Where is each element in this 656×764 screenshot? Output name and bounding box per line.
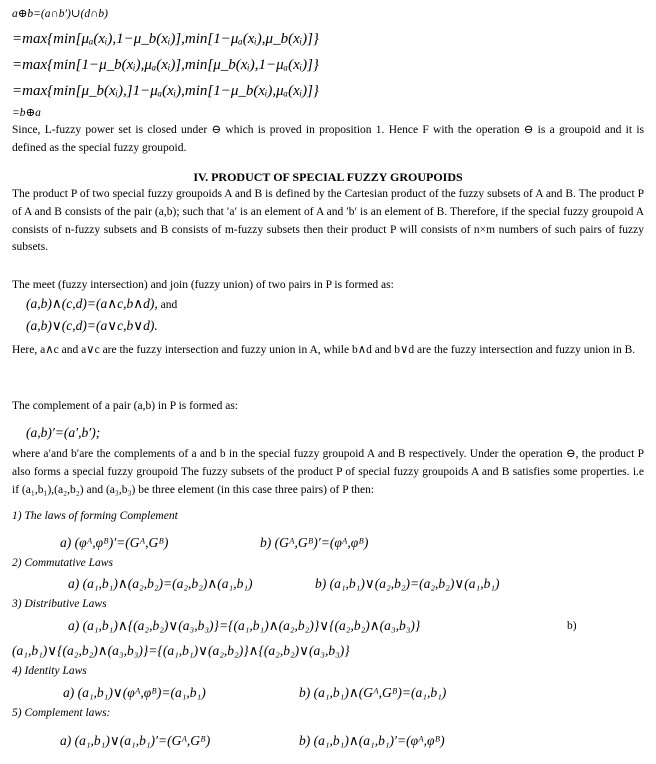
proof-line-2: =max{min[μₐ(xᵢ),1−μ_b(xᵢ)],min[1−μₐ(xᵢ),μ_b(xᵢ)]} bbox=[12, 31, 319, 47]
paragraph-complement: The complement of a pair (a,b) in P is formed as: bbox=[12, 400, 238, 412]
law-3-a: a) (a₁,b₁)∧{(a₂,b₂)∨(a₃,b₃)}={(a₁,b₁)∧(a₂,b₂)}∨{(a₂,b₂)∧(a₃,b₃)} bbox=[68, 618, 421, 633]
conclusion-paragraph: Since, L-fuzzy power set is closed under ⊖ which is proved in proposition 1. Hence F with the operation ⊖ is a groupoid and it is defined as the special fuzzy groupoid. bbox=[12, 124, 644, 154]
law-3-label: 3) Distributive Laws bbox=[12, 598, 107, 610]
law-1-a: a) (φᴬ,φᴮ)′=(Gᴬ,Gᴮ) bbox=[60, 535, 169, 550]
meet-and-word: and bbox=[160, 299, 178, 311]
proof-line-4: =max{min[μ_b(xᵢ),]1−μₐ(xᵢ),min[1−μ_b(xᵢ),μₐ(xᵢ)]} bbox=[12, 83, 319, 99]
law-4-label: 4) Identity Laws bbox=[12, 665, 87, 677]
law-2-b: b) (a₁,b₁)∨(a₂,b₂)=(a₂,b₂)∨(a₁,b₁) bbox=[315, 576, 500, 591]
proof-line-5: =b⊕a bbox=[12, 107, 41, 119]
law-4-a: a) (a₁,b₁)∨(φᴬ,φᴮ)=(a₁,b₁) bbox=[63, 685, 206, 700]
complement-equation: (a,b)′=(a′,b′); bbox=[26, 425, 101, 440]
proof-line-3: =max{min[1−μ_b(xᵢ),μₐ(xᵢ)],min[μ_b(xᵢ),1−μₐ(xᵢ)]} bbox=[12, 57, 319, 73]
law-2-label: 2) Commutative Laws bbox=[12, 557, 113, 569]
paragraph-product-definition: The product P of two special fuzzy groupoids A and B is defined by the Cartesian product of the fuzzy subsets of A and B. The product P of A and B consists of the pair (a,b); such that ′a′ is an element of A and ′b′ is an element of B. Therefore, if the special fuzzy groupoid A consists of n-fuzzy subsets and B consists of m-fuzzy subsets then their product P will consists of n×m numbers of such pairs of fuzzy subsets. bbox=[12, 188, 644, 254]
join-equation: (a,b)∨(c,d)=(a∨c,b∨d). bbox=[26, 318, 158, 333]
law-5-label: 5) Complement laws: bbox=[12, 707, 111, 719]
meet-equation: (a,b)∧(c,d)=(a∧c,b∧d), bbox=[26, 296, 158, 311]
law-1-label: 1) The laws of forming Complement bbox=[12, 510, 178, 522]
law-5-b: b) (a₁,b₁)∧(a₁,b₁)′=(φᴬ,φᴮ) bbox=[299, 733, 445, 748]
law-2-a: a) (a₁,b₁)∧(a₂,b₂)=(a₂,b₂)∧(a₁,b₁) bbox=[68, 576, 253, 591]
law-4-b: b) (a₁,b₁)∧(Gᴬ,Gᴮ)=(a₁,b₁) bbox=[299, 685, 447, 700]
proof-line-1: a⊕b=(a∩b′)∪(d∩b) bbox=[12, 8, 108, 20]
paragraph-meet-join: The meet (fuzzy intersection) and join (fuzzy union) of two pairs in P is formed as: bbox=[12, 279, 394, 291]
law-5-a: a) (a₁,b₁)∨(a₁,b₁)′=(Gᴬ,Gᴮ) bbox=[60, 733, 211, 748]
meet-equation-line bbox=[26, 296, 177, 313]
paragraph-intersection-union: Here, a∧c and a∨c are the fuzzy intersection and fuzzy union in A, while b∧d and b∨d are the fuzzy intersection and fuzzy union in B. bbox=[12, 344, 636, 356]
law-1-b: b) (Gᴬ,Gᴮ)′=(φᴬ,φᴮ) bbox=[260, 535, 369, 550]
paragraph-properties: where a′and b′are the complements of a and b in the special fuzzy groupoid A and B respectively. Under the operation ⊖, the product P also forms a special fuzzy groupoid The fuzzy subsets of the product P of special fuzzy groupoids A and B satisfies some properties. i.e if (a₁,b₁),(a₂,b₂) and (a₃,b₃) be three element (in this case three pairs) of P then: bbox=[12, 448, 644, 496]
law-3-b-label: b) bbox=[567, 620, 577, 632]
law-3-b: (a₁,b₁)∨{(a₂,b₂)∧(a₃,b₃)}={(a₁,b₁)∨(a₂,b₂)}∧{(a₂,b₂)∨(a₃,b₃)} bbox=[12, 643, 350, 658]
section-heading: IV. PRODUCT OF SPECIAL FUZZY GROUPOIDS bbox=[193, 170, 463, 184]
